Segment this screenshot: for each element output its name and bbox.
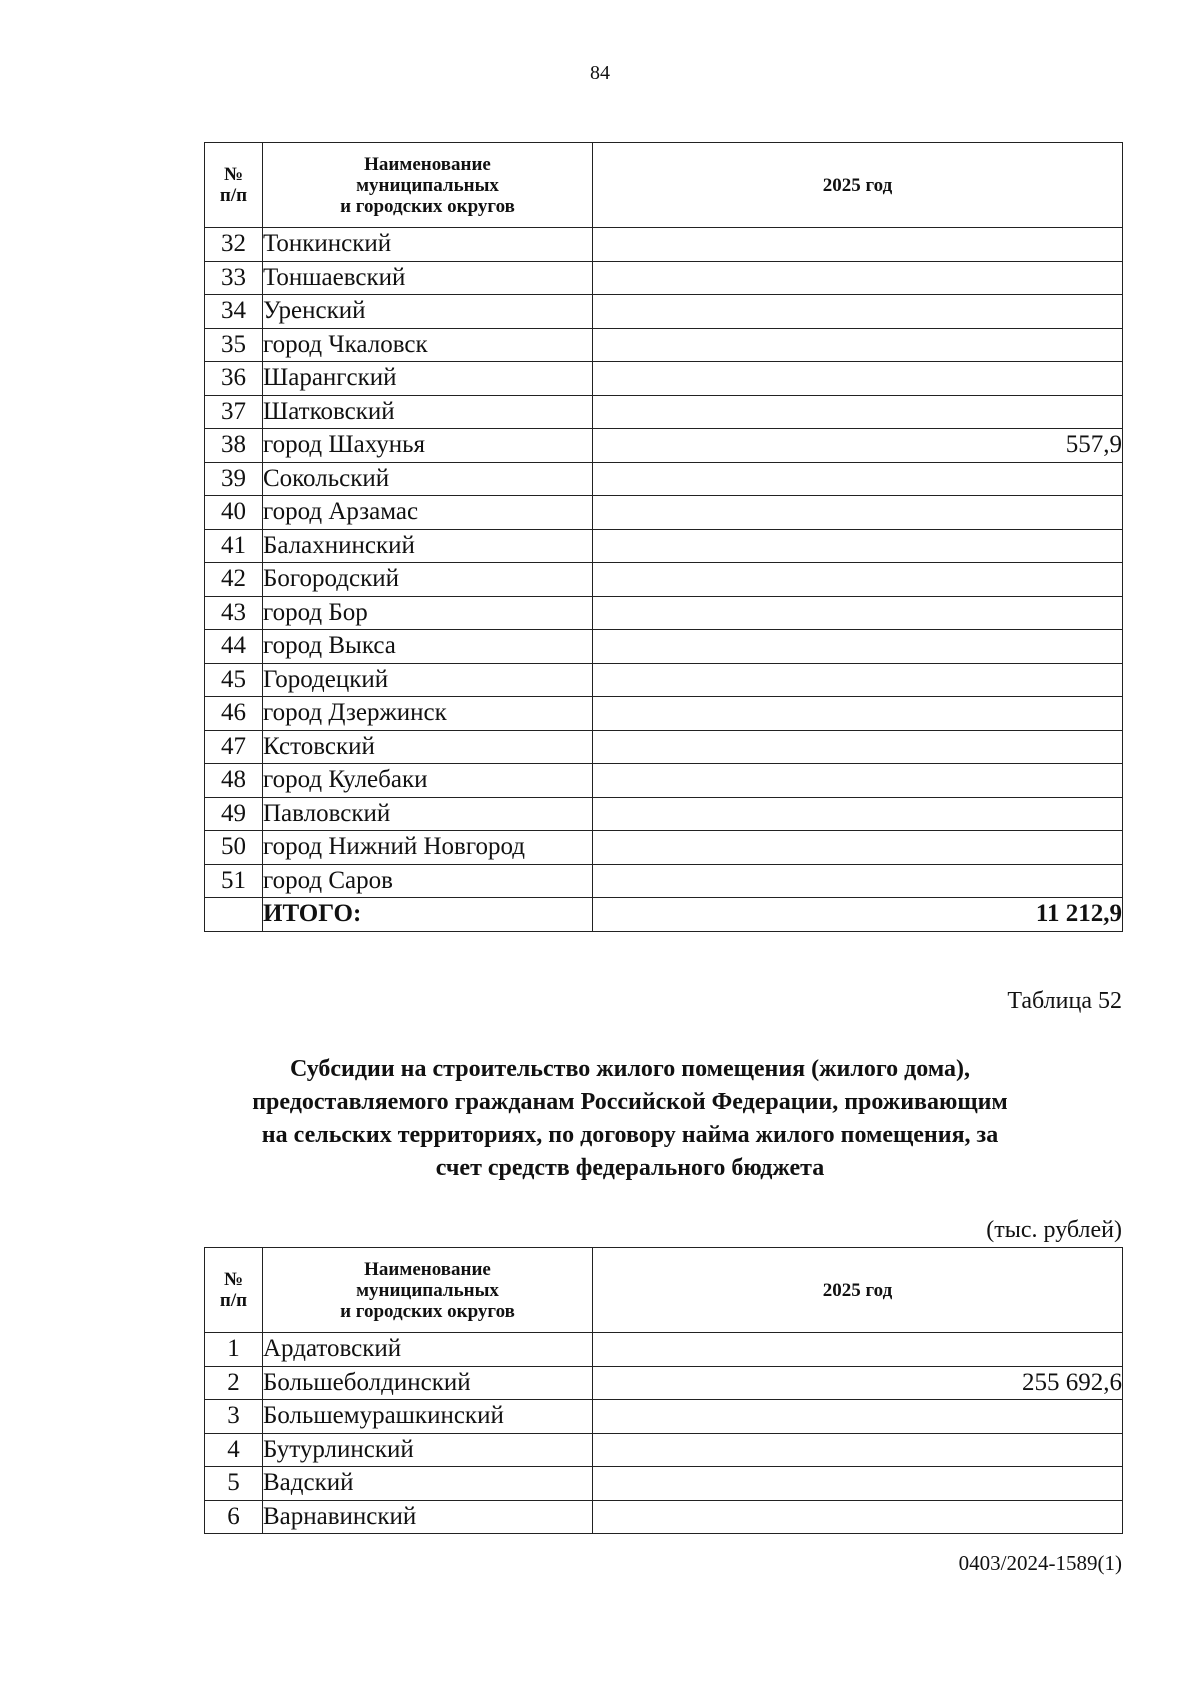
municipality-name: Тоншаевский <box>263 261 593 295</box>
row-value <box>593 328 1123 362</box>
municipality-name: город Дзержинск <box>263 697 593 731</box>
municipality-name: Павловский <box>263 797 593 831</box>
table-row <box>205 496 1123 530</box>
municipality-name: город Бор <box>263 596 593 630</box>
row-number: 46 <box>205 697 263 731</box>
table-row <box>205 1366 1123 1400</box>
row-number: 43 <box>205 596 263 630</box>
title-line: предоставляемого гражданам Российской Федерации, проживающим <box>252 1089 1008 1115</box>
row-number: 44 <box>205 630 263 664</box>
subsidy-table-continued <box>204 142 1123 932</box>
table-row <box>205 228 1123 262</box>
municipality-name: город Выкса <box>263 630 593 664</box>
row-number: 33 <box>205 261 263 295</box>
row-value <box>593 697 1123 731</box>
table-header-row <box>205 143 1123 228</box>
total-label: ИТОГО: <box>263 898 593 932</box>
table-row <box>205 429 1123 463</box>
units-label: (тыс. рублей) <box>986 1217 1122 1243</box>
municipality-name: Тонкинский <box>263 228 593 262</box>
title-line: Субсидии на строительство жилого помещения (жилого дома), <box>289 1056 971 1082</box>
row-value <box>593 1333 1123 1367</box>
row-value <box>593 596 1123 630</box>
table-row <box>205 697 1123 731</box>
row-value <box>593 529 1123 563</box>
table-label: Таблица 52 <box>1007 988 1122 1014</box>
municipality-name: город Арзамас <box>263 496 593 530</box>
row-number: 47 <box>205 730 263 764</box>
subsidy-table-52 <box>204 1247 1123 1534</box>
page-number: 84 <box>590 62 610 84</box>
municipality-name: Сокольский <box>263 462 593 496</box>
row-number: 34 <box>205 295 263 329</box>
header-municipality-name: Наименование муниципальных и городских округов <box>263 1248 593 1333</box>
table-row <box>205 630 1123 664</box>
row-number: 50 <box>205 831 263 865</box>
row-value <box>593 764 1123 798</box>
header-number: № п/п <box>205 1248 263 1333</box>
municipality-name: Большеболдинский <box>263 1366 593 1400</box>
table-header-row <box>205 1248 1123 1333</box>
row-value <box>593 630 1123 664</box>
table-row <box>205 1500 1123 1534</box>
total-row <box>205 898 1123 932</box>
row-number: 4 <box>205 1433 263 1467</box>
header-year: 2025 год <box>593 1248 1123 1333</box>
document-code: 0403/2024-1589(1) <box>958 1551 1122 1575</box>
municipality-name: Варнавинский <box>263 1500 593 1534</box>
title-line: счет средств федерального бюджета <box>435 1155 825 1181</box>
municipality-name: Ардатовский <box>263 1333 593 1367</box>
row-number: 45 <box>205 663 263 697</box>
table-row <box>205 261 1123 295</box>
row-number: 41 <box>205 529 263 563</box>
table-row <box>205 529 1123 563</box>
table-row <box>205 1400 1123 1434</box>
row-value <box>593 864 1123 898</box>
table-row <box>205 563 1123 597</box>
municipality-name: город Нижний Новгород <box>263 831 593 865</box>
row-value <box>593 496 1123 530</box>
municipality-name: Шарангский <box>263 362 593 396</box>
row-number: 37 <box>205 395 263 429</box>
row-value: 557,9 <box>593 429 1123 463</box>
table-row <box>205 1467 1123 1501</box>
row-value <box>593 1400 1123 1434</box>
row-number: 51 <box>205 864 263 898</box>
municipality-name: Уренский <box>263 295 593 329</box>
municipality-name: Кстовский <box>263 730 593 764</box>
municipality-name: Балахнинский <box>263 529 593 563</box>
total-value: 11 212,9 <box>593 898 1123 932</box>
municipality-name: Бутурлинский <box>263 1433 593 1467</box>
row-value <box>593 730 1123 764</box>
table-row <box>205 797 1123 831</box>
row-value <box>593 1433 1123 1467</box>
table-title <box>150 1053 1110 1185</box>
header-municipality-name: Наименование муниципальных и городских округов <box>263 143 593 228</box>
municipality-name: город Кулебаки <box>263 764 593 798</box>
table-row <box>205 362 1123 396</box>
table-row <box>205 596 1123 630</box>
row-value <box>593 228 1123 262</box>
total-number-cell <box>205 898 263 932</box>
row-number: 38 <box>205 429 263 463</box>
row-number: 48 <box>205 764 263 798</box>
municipality-name: Городецкий <box>263 663 593 697</box>
row-number: 36 <box>205 362 263 396</box>
row-number: 49 <box>205 797 263 831</box>
header-year: 2025 год <box>593 143 1123 228</box>
table-row <box>205 831 1123 865</box>
table-row <box>205 663 1123 697</box>
row-value <box>593 261 1123 295</box>
table-row <box>205 764 1123 798</box>
header-number: № п/п <box>205 143 263 228</box>
row-number: 35 <box>205 328 263 362</box>
row-value <box>593 831 1123 865</box>
row-number: 39 <box>205 462 263 496</box>
row-number: 6 <box>205 1500 263 1534</box>
title-line: на сельских территориях, по договору найма жилого помещения, за <box>261 1122 999 1148</box>
row-number: 1 <box>205 1333 263 1367</box>
municipality-name: город Шахунья <box>263 429 593 463</box>
municipality-name: Большемурашкинский <box>263 1400 593 1434</box>
table-row <box>205 462 1123 496</box>
municipality-name: город Чкаловск <box>263 328 593 362</box>
table-row <box>205 730 1123 764</box>
row-value <box>593 663 1123 697</box>
row-value <box>593 563 1123 597</box>
table-row <box>205 295 1123 329</box>
municipality-name: Вадский <box>263 1467 593 1501</box>
municipality-name: город Саров <box>263 864 593 898</box>
row-value <box>593 1500 1123 1534</box>
row-number: 40 <box>205 496 263 530</box>
row-number: 5 <box>205 1467 263 1501</box>
row-number: 2 <box>205 1366 263 1400</box>
row-value <box>593 797 1123 831</box>
municipality-name: Богородский <box>263 563 593 597</box>
row-value <box>593 395 1123 429</box>
row-number: 42 <box>205 563 263 597</box>
row-value <box>593 1467 1123 1501</box>
row-number: 32 <box>205 228 263 262</box>
row-value: 255 692,6 <box>593 1366 1123 1400</box>
row-value <box>593 362 1123 396</box>
municipality-name: Шатковский <box>263 395 593 429</box>
table-body <box>205 1333 1123 1534</box>
table-row <box>205 328 1123 362</box>
table-row <box>205 1433 1123 1467</box>
table-row <box>205 1333 1123 1367</box>
row-value <box>593 295 1123 329</box>
table-row <box>205 395 1123 429</box>
row-value <box>593 462 1123 496</box>
row-number: 3 <box>205 1400 263 1434</box>
table-body <box>205 228 1123 898</box>
table-row <box>205 864 1123 898</box>
